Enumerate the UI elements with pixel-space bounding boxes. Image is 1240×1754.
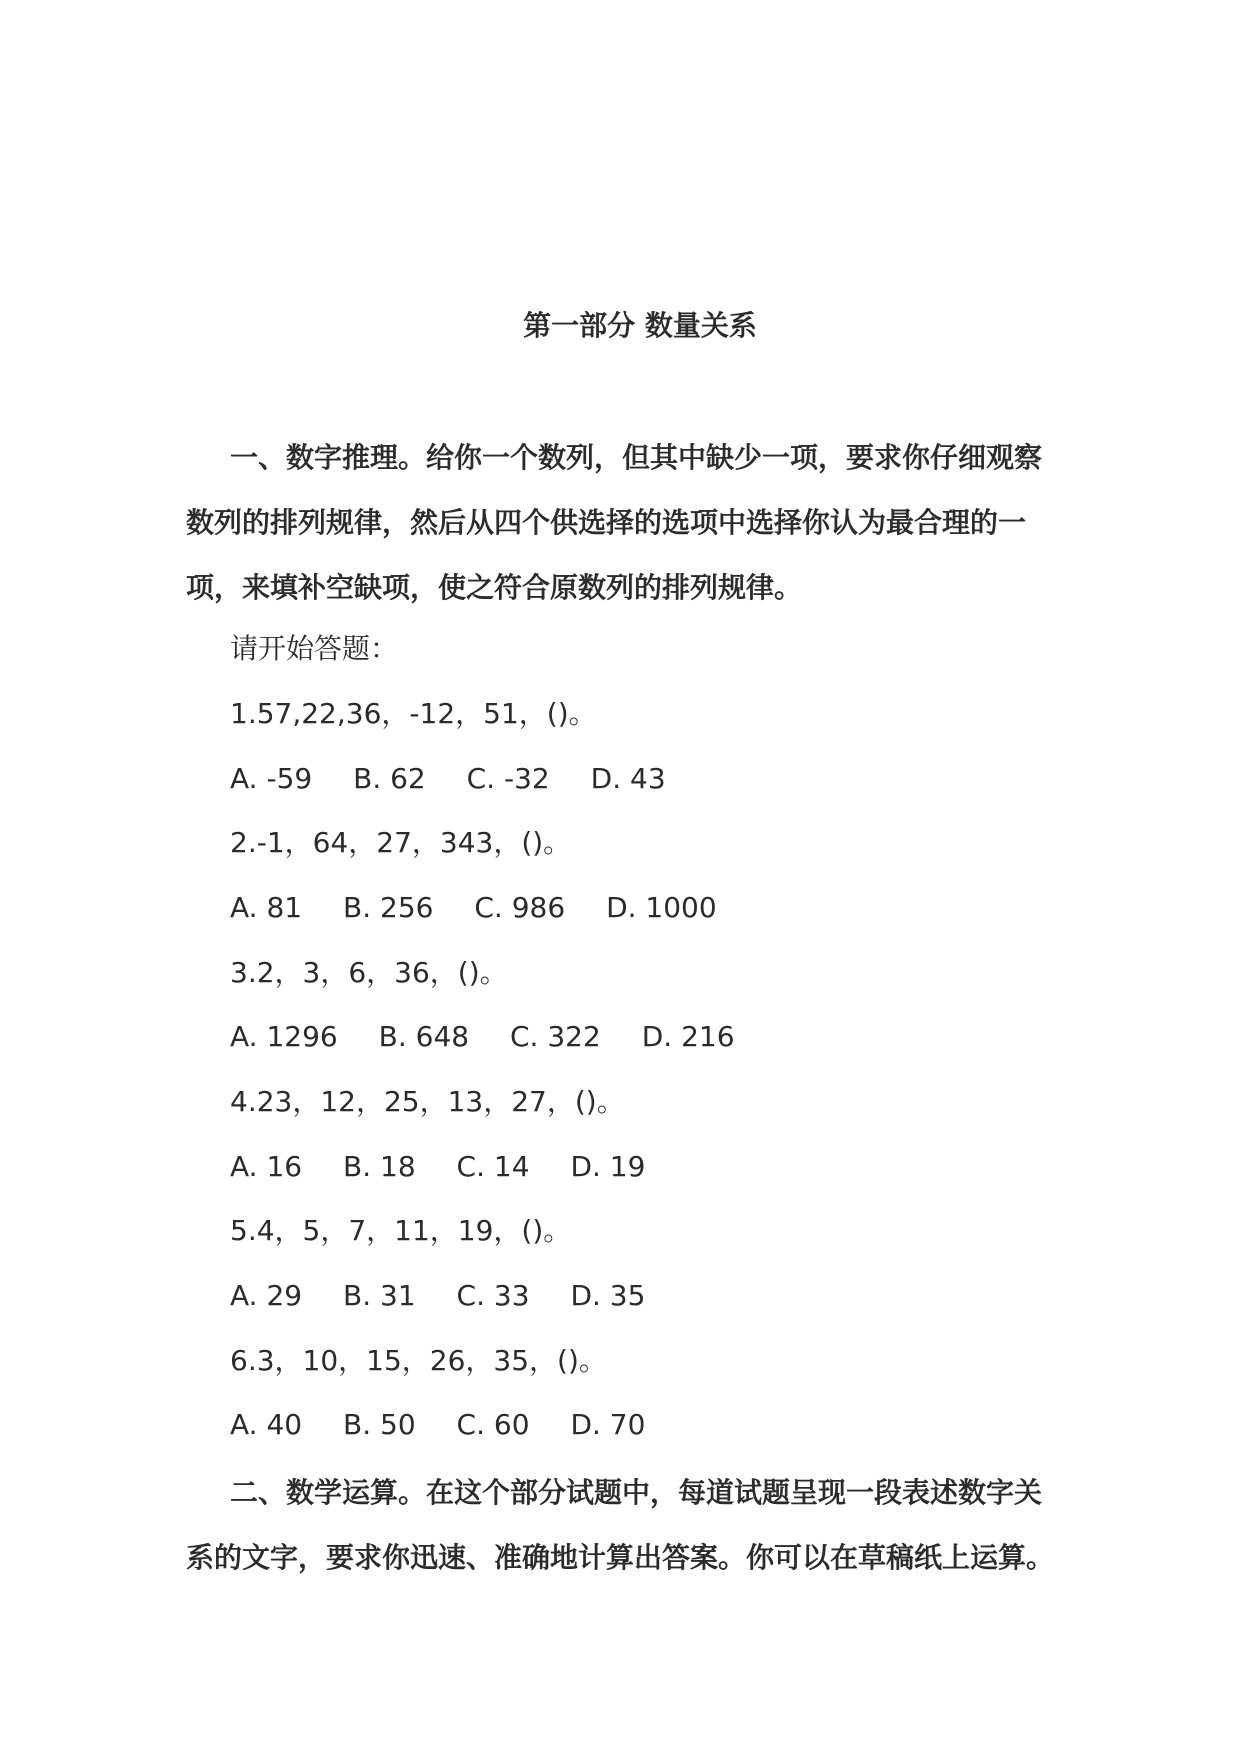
question-5-options [230,1276,645,1316]
question-3-option-b: B. 648 [378,1020,470,1053]
question-6-options [230,1405,645,1445]
question-5-option-d: D. 35 [570,1279,646,1312]
question-4-option-c: C. 14 [456,1150,530,1183]
section-2-heading: 二、数学运算。在这个部分试题中，每道试题呈现一段表述数字关系的文字，要求你迅速、准确地计算出答案。你可以在草稿纸上运算。 [186,1476,1055,1574]
question-1-option-a: A. -59 [230,762,313,795]
question-3-options [230,1017,735,1057]
question-6-option-b: B. 50 [343,1408,416,1441]
page-title: 第一部分 数量关系 [523,309,757,342]
question-6-option-a: A. 40 [230,1408,303,1441]
question-2-option-d: D. 1000 [606,891,717,924]
question-4-option-b: B. 18 [343,1150,416,1183]
answer-prompt: 请开始答题： [230,632,399,665]
question-4-option-d: D. 19 [570,1150,646,1183]
question-1-options [230,759,666,799]
question-3-option-a: A. 1296 [230,1020,338,1053]
question-6-option-c: C. 60 [456,1408,530,1441]
question-3-stem: 3.2，3，6，36，()。 [230,956,508,989]
question-1-option-b: B. 62 [353,762,426,795]
question-3-option-c: C. 322 [510,1020,601,1053]
question-5-option-a: A. 29 [230,1279,303,1312]
question-6-stem: 6.3，10，15，26，35，()。 [230,1344,607,1377]
question-6-option-d: D. 70 [570,1408,646,1441]
question-1-stem: 1.57,22,36，-12，51，()。 [230,697,597,730]
question-4-options [230,1147,645,1187]
question-4-stem: 4.23，12，25，13，27，()。 [230,1085,625,1118]
question-5-option-c: C. 33 [456,1279,530,1312]
question-1-option-d: D. 43 [590,762,666,795]
question-4-option-a: A. 16 [230,1150,303,1183]
question-3-option-d: D. 216 [641,1020,735,1053]
question-5-option-b: B. 31 [343,1279,416,1312]
section-1-heading: 一、数字推理。给你一个数列，但其中缺少一项，要求你仔细观察数列的排列规律，然后从四个供选择的选项中选择你认为最合理的一项，来填补空缺项，使之符合原数列的排列规律。 [186,441,1043,604]
question-2-options [230,888,717,928]
question-2-option-b: B. 256 [343,891,434,924]
question-5-stem: 5.4，5，7，11，19，()。 [230,1214,572,1247]
question-1-option-c: C. -32 [466,762,550,795]
question-2-option-c: C. 986 [474,891,566,924]
question-2-option-a: A. 81 [230,891,303,924]
question-2-stem: 2.-1，64，27，343，()。 [230,826,572,859]
